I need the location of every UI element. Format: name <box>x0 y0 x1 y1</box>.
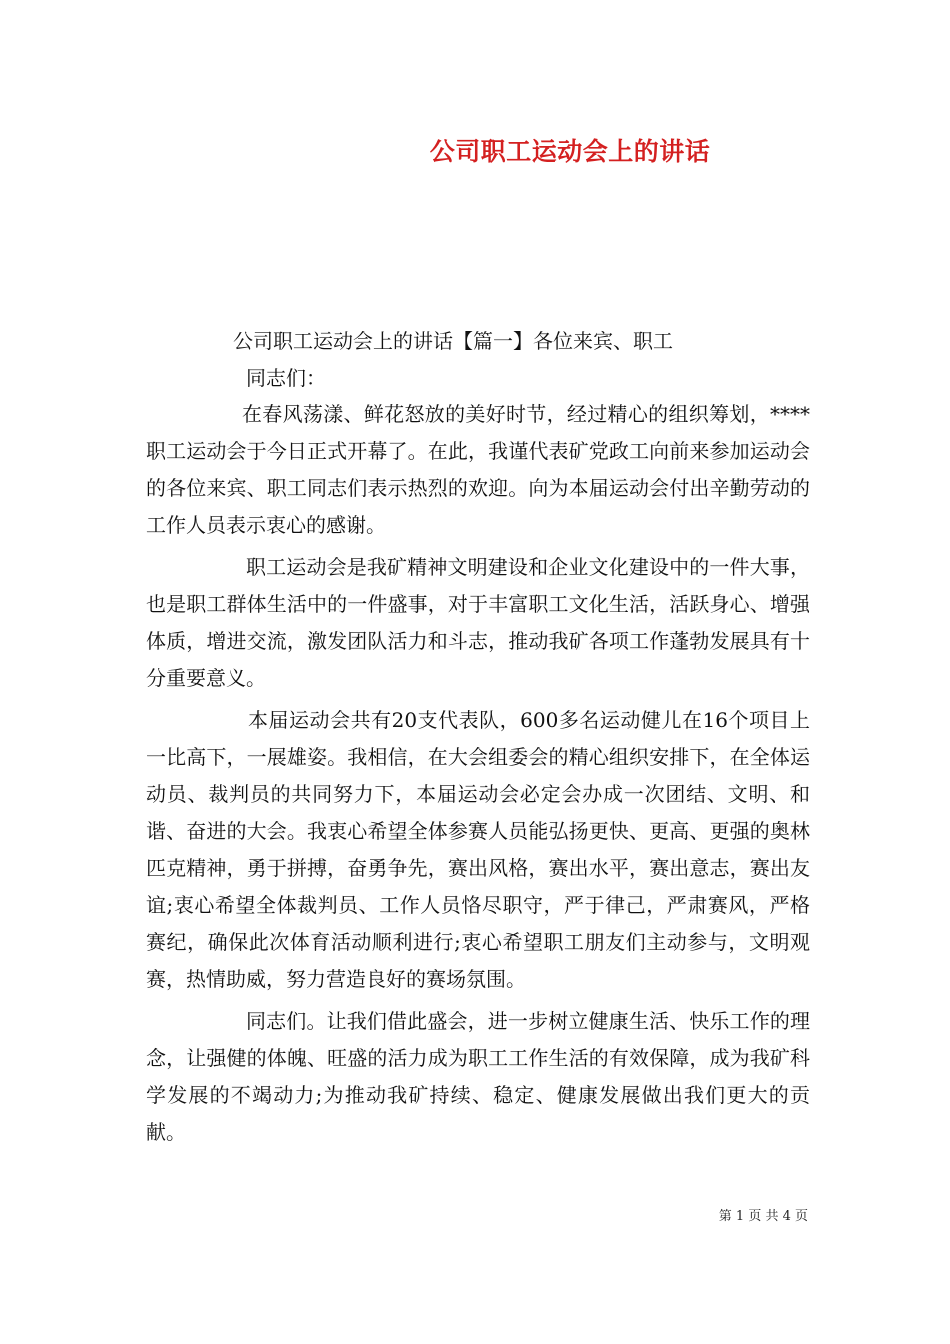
paragraph-3: 本届运动会共有20支代表队，600多名运动健儿在16个项目上一比高下，一展雄姿。我相信，在大会组委会的精心组织安排下，在全体运动员、裁判员的共同努力下，本届运动会必定会办成一次团结、文明、和谐、奋进的大会。我衷心希望全体参赛人员能弘扬更快、更高、更强的奥林匹克精神，勇于拼搏，奋勇争先，赛出风格，赛出水平，赛出意志，赛出友谊;衷心希望全体裁判员、工作人员恪尽职守，严于律己，严肃赛风，严格赛纪，确保此次体育活动顺利进行;衷心希望职工朋友们主动参与，文明观赛，热情助威，努力营造良好的赛场氛围。 <box>146 708 810 991</box>
paragraph-2: 职工运动会是我矿精神文明建设和企业文化建设中的一件大事，也是职工群体生活中的一件盛事，对于丰富职工文化生活，活跃身心、增强体质，增进交流，激发团队活力和斗志，推动我矿各项工作蓬勃发展具有十分重要意义。 <box>146 555 810 690</box>
paragraph-1: 在春风荡漾、鲜花怒放的美好时节，经过精心的组织筹划，****职工运动会于今日正式开幕了。在此，我谨代表矿党政工向前来参加运动会的各位来宾、职工同志们表示热烈的欢迎。向为本届运动会付出辛勤劳动的工作人员表示衷心的感谢。 <box>146 402 810 537</box>
greeting: 同志们： <box>246 366 326 390</box>
document-subtitle: 公司职工运动会上的讲话【篇一】各位来宾、职工 <box>233 329 673 353</box>
page-number: 第 1 页 共 4 页 <box>718 1209 808 1224</box>
document-body <box>146 396 810 1156</box>
document-title: 公司职工运动会上的讲话 <box>429 137 711 166</box>
paragraph-4: 同志们。让我们借此盛会，进一步树立健康生活、快乐工作的理念，让强健的体魄、旺盛的活力成为职工工作生活的有效保障，成为我矿科学发展的不竭动力;为推动我矿持续、稳定、健康发展做出我们更大的贡献。 <box>146 1009 810 1144</box>
